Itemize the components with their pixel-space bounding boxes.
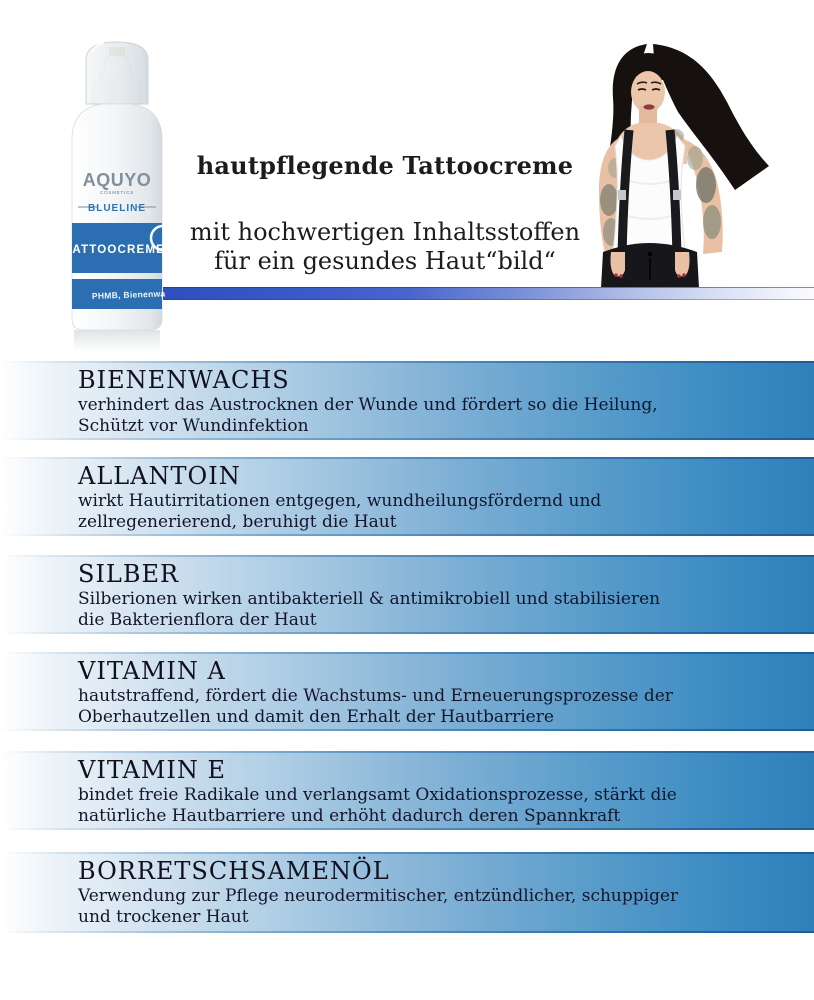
subtitle-line1: mit hochwertigen Inhaltsstoffen: [189, 218, 581, 246]
ingredient-line: bindet freie Radikale und verlangsamt Oxidationsprozesse, stärkt die: [78, 785, 677, 805]
bottle-cap: [86, 42, 148, 104]
ingredient-heading: BIENENWACHS: [78, 366, 290, 394]
ingredient-line: hautstraffend, fördert die Wachstums- und Erneuerungsprozesse der: [78, 686, 673, 706]
ingredient-heading: VITAMIN A: [78, 657, 226, 685]
ingredient-line: die Bakterienflora der Haut: [78, 610, 317, 630]
ingredient-section-vitamin-a: [0, 652, 814, 731]
header-text-block: [175, 150, 595, 276]
ingredient-heading: BORRETSCHSAMENÖL: [78, 857, 390, 885]
ingredient-heading: SILBER: [78, 560, 180, 588]
ingredient-section-vitamin-e: [0, 751, 814, 830]
ingredient-line: zellregenerierend, beruhigt die Haut: [78, 512, 397, 532]
product-name-label: TATTOOCREME: [64, 244, 166, 256]
brand-logo: AQUYO: [82, 170, 152, 190]
ingredient-section-silber: [0, 555, 814, 634]
label-band-ingredients: [72, 279, 166, 309]
tattooed-woman-photo: [575, 40, 790, 288]
ingredient-section-bienenwachs: [0, 361, 814, 440]
divider-bar: [163, 287, 814, 300]
bottle-reflection: [74, 330, 160, 352]
ingredient-line: wirkt Hautirritationen entgegen, wundheilungsfördernd und: [78, 491, 602, 511]
ingredient-heading: VITAMIN E: [78, 756, 227, 784]
ingredients-label: PHMB, Bienenwa: [91, 288, 166, 301]
product-bottle-photo: [62, 38, 172, 358]
ingredient-line: Silberionen wirken antibakteriell & antimikrobiell und stabilisieren: [78, 589, 661, 609]
ingredient-section-borretschsamenoel: [0, 852, 814, 933]
ingredient-line: Schützt vor Wundinfektion: [78, 416, 309, 436]
bottle-graphic: [62, 38, 172, 358]
ingredient-section-allantoin: [0, 457, 814, 536]
ingredient-heading: ALLANTOIN: [78, 462, 241, 490]
brand-sub-label: COSMETICS: [100, 190, 134, 195]
ingredient-line: natürliche Hautbarriere und erhöht dadurch deren Spannkraft: [78, 806, 621, 826]
product-line-label: BLUELINE: [88, 203, 146, 214]
ingredient-line: Oberhautzellen und damit den Erhalt der Hautbarriere: [78, 707, 554, 727]
subtitle-line2: für ein gesundes Haut“bild“: [214, 247, 556, 275]
ingredient-line: und trockener Haut: [78, 907, 249, 927]
page-title: hautpflegende Tattoocreme: [196, 151, 574, 180]
ingredient-line: verhindert das Austrocknen der Wunde und fördert so die Heilung,: [78, 395, 658, 415]
woman-graphic: [575, 40, 790, 288]
face: [631, 71, 665, 124]
ingredient-line: Verwendung zur Pflege neurodermitischer, entzündlicher, schuppiger: [78, 886, 679, 906]
label-band-main: [65, 223, 172, 273]
